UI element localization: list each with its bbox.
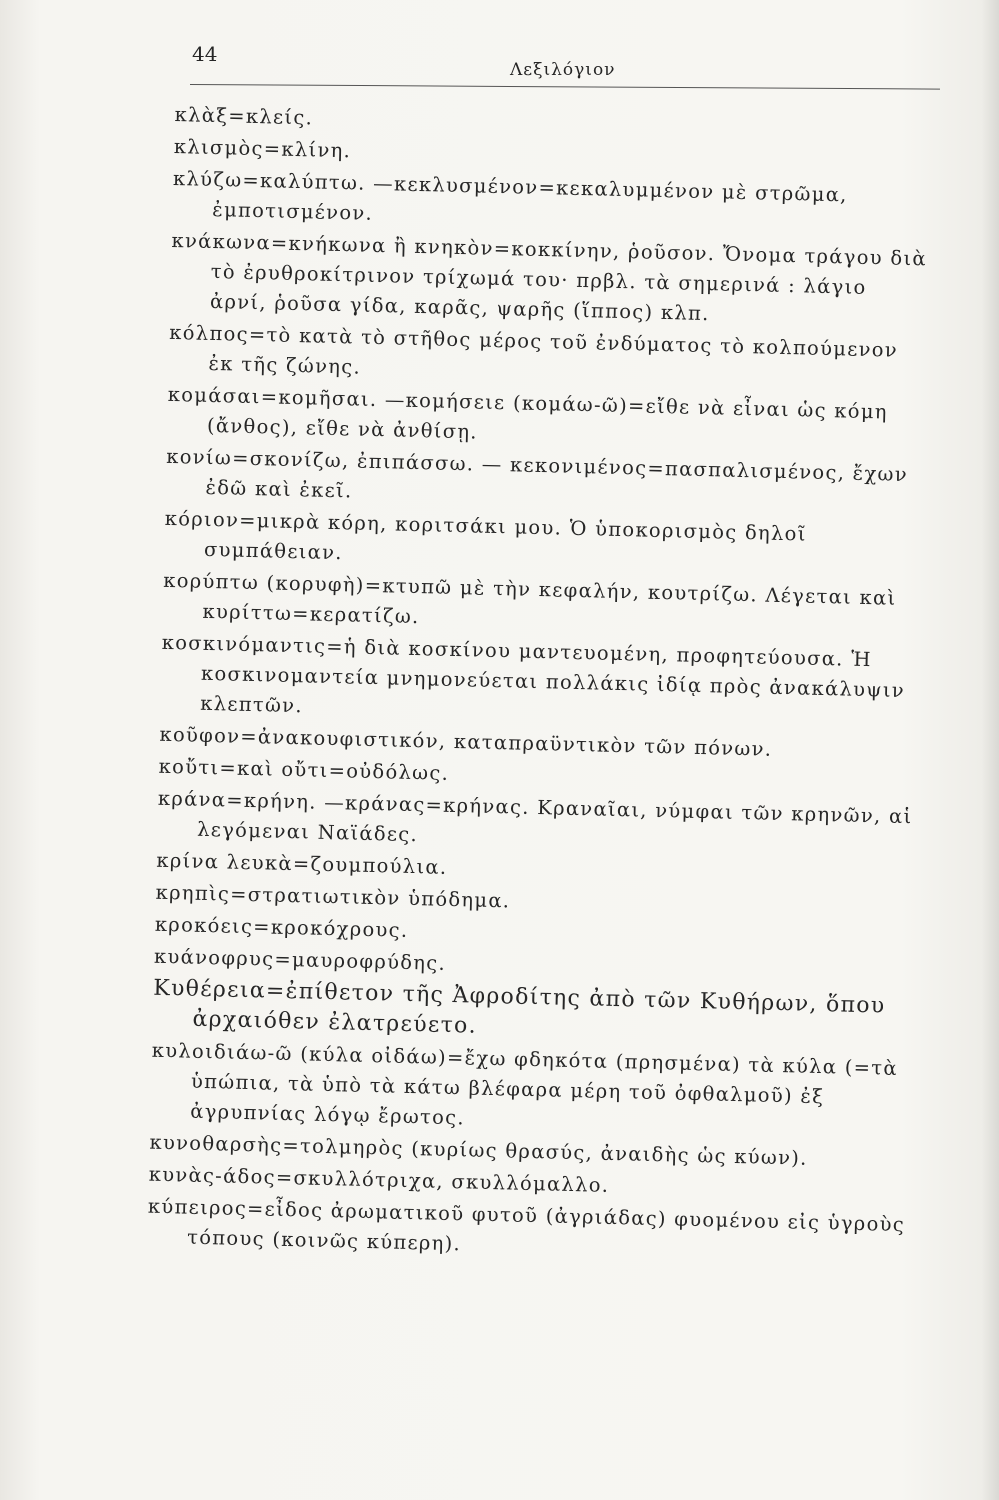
glossary-entry: κοῦφον=ἀνακουφιστικόν, καταπραϋντικὸν τῶν πόνων.: [159, 722, 773, 761]
glossary-entry: κομάσαι=κομῆσαι. —κομήσειε (κομάω-ῶ)=εἴθε νὰ εἶναι ὡς κόμη (ἄνθος), εἴθε νὰ ἀνθίσῃ.: [167, 382, 889, 444]
glossary-entry: κυάνοφρυς=μαυροφρύδης.: [153, 944, 447, 975]
page-number: 44: [192, 42, 218, 66]
glossary-entry: κράνα=κρήνη. —κράνας=κρήνας. Κραναῖαι, νύμφαι τῶν κρηνῶν, αἱ λεγόμεναι Ναϊάδες.: [157, 786, 913, 847]
glossary-entry: κόλπος=τὸ κατὰ τὸ στῆθος μέρος τοῦ ἐνδύματος τὸ κολπούμενον ἐκ τῆς ζώνης.: [169, 320, 899, 379]
glossary-entry: κρηπὶς=στρατιωτικὸν ὑπόδημα.: [155, 880, 511, 913]
glossary-entry: κροκόεις=κροκόχρους.: [154, 912, 409, 942]
glossary-entry: κοσκινόμαντις=ἡ διὰ κοσκίνου μαντευομένη, προφητεύουσα. Ἡ κοσκινομαντεία μνημονεύεται πολλάκις ἰδίᾳ πρὸς ἀνακάλυψιν κλεπτῶν.: [161, 630, 906, 718]
glossary-entry: κυνὰς-άδος=σκυλλότριχα, σκυλλόμαλλο.: [148, 1162, 610, 1197]
running-title: Λεξιλόγιον: [510, 60, 616, 80]
glossary-entry: κυλοιδιάω-ῶ (κύλα οἰδάω)=ἔχω φδηκότα (πρησμένα) τὰ κύλα (=τὰ ὑπώπια, τὰ ὑπὸ τὰ κάτω βλέφαρα μέρη τοῦ ὀφθαλμοῦ) ἐξ ἀγρυπνίας λόγῳ ἔρωτος.: [151, 1038, 899, 1130]
glossary-entry: κονίω=σκονίζω, ἐπιπάσσω. — κεκονιμένος=πασπαλισμένος, ἔχων ἐδῶ καὶ ἐκεῖ.: [166, 444, 909, 503]
glossary-entry: κόριον=μικρὰ κόρη, κοριτσάκι μου. Ὁ ὑποκορισμὸς δηλοῖ συμπάθειαν.: [164, 506, 807, 565]
glossary-entry: κύπειρος=εἶδος ἀρωματικοῦ φυτοῦ (ἀγριάδας) φυομένου εἰς ὑγροὺς τόπους (κοινῶς κύπερη).: [147, 1194, 906, 1256]
glossary-entry: κλύζω=καλύπτω. —κεκλυσμένον=κεκαλυμμένον μὲ στρῶμα, ἐμποτισμένον.: [172, 166, 849, 225]
glossary-entry: κνάκωνα=κνήκωνα ἢ κνηκὸν=κοκκίνην, ῥοῦσον. Ὄνομα τράγου διὰ τὸ ἐρυθροκίτρινον τρίχωμά του· πρβλ. τὰ σημερινά : λάγιο ἀρνί, ῥοῦσα γίδα, καρᾶς, ψαρῆς (ἵππος) κλπ.: [171, 228, 928, 326]
glossary-entries: [147, 100, 935, 1272]
glossary-entry: Κυθέρεια=ἐπίθετον τῆς Ἀφροδίτης ἀπὸ τῶν Κυθήρων, ὅπου ἀρχαιόθεν ἐλατρεύετο.: [152, 975, 886, 1039]
glossary-entry: κρίνα λευκὰ=ζουμπούλια.: [156, 848, 448, 879]
glossary-entry: κοὔτι=καὶ οὔτι=οὐδόλως.: [158, 754, 450, 785]
glossary-entry: κορύπτω (κορυφὴ)=κτυπῶ μὲ τὴν κεφαλήν, κουτρίζω. Λέγεται καὶ κυρίττω=κερατίζω.: [162, 568, 897, 629]
glossary-entry: κλισμὸς=κλίνη.: [173, 134, 352, 163]
page-edge-shadow: [981, 0, 999, 1500]
glossary-entry: κλὰξ=κλείς.: [174, 102, 314, 130]
header-rule: [190, 84, 940, 90]
glossary-entry: κυνοθαρσὴς=τολμηρὸς (κυρίως θρασύς, ἀναιδὴς ὡς κύων).: [149, 1130, 808, 1170]
